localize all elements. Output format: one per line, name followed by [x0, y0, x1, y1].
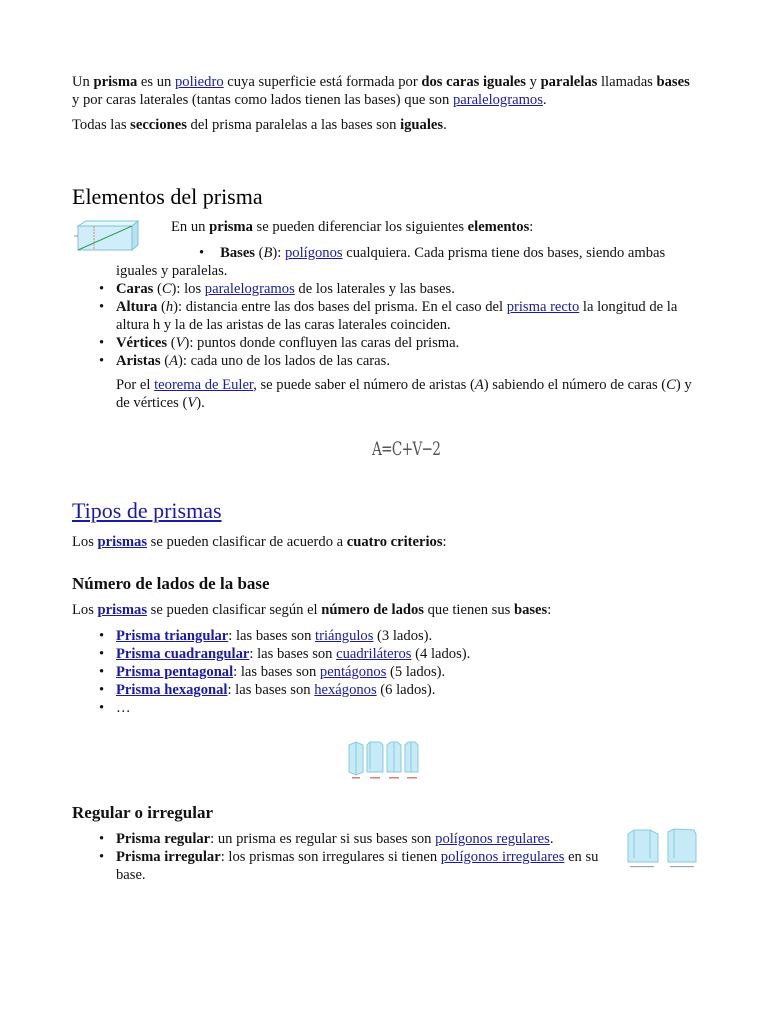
bold-term: Caras	[116, 281, 154, 297]
euler-paragraph	[116, 376, 700, 412]
text: ) y de vértices (	[116, 377, 692, 411]
text: se pueden diferenciar los siguientes	[252, 219, 468, 235]
elementos-list	[72, 280, 700, 370]
text: cuya superficie está formada por	[223, 74, 422, 90]
list-item-prisma-pentagonal	[72, 663, 700, 681]
bold-term: prisma	[209, 219, 253, 235]
numero-lados-list	[72, 627, 700, 717]
text: En un	[171, 219, 210, 235]
italic-symbol: B	[263, 245, 273, 261]
text: y por caras laterales (tantas como lados tienen las bases) que son	[72, 92, 453, 108]
text: se pueden clasificar según el	[147, 602, 322, 618]
bold-term: Prisma irregular	[116, 849, 221, 865]
link-cuadrilateros[interactable]: cuadriláteros	[336, 646, 412, 662]
text: .	[549, 831, 554, 847]
text: la longitud de la altura h y la de las aristas de las caras laterales coinciden.	[116, 299, 678, 333]
link-prisma-recto[interactable]: prisma recto	[506, 299, 580, 315]
text: (3 lados).	[373, 628, 433, 644]
text: ): cada uno de los lados de las caras.	[178, 353, 390, 369]
text: :	[442, 534, 447, 550]
italic-symbol: A	[169, 353, 179, 369]
text: que tienen sus	[423, 602, 514, 618]
bold-term: bases	[656, 74, 690, 90]
bold-term: prisma	[93, 74, 138, 90]
bold-term: bases	[513, 602, 548, 618]
heading-regular-irregular: Regular o irregular	[72, 803, 214, 822]
text: (5 lados).	[386, 664, 446, 680]
intro-section	[72, 73, 700, 134]
text: es un	[137, 74, 175, 90]
bold-term: número de lados	[321, 602, 424, 618]
text: :	[547, 602, 552, 618]
link-pentagonos[interactable]: pentágonos	[319, 664, 387, 680]
list-item-prisma-irregular	[72, 848, 607, 884]
link-prisma-triangular[interactable]: Prisma triangular	[116, 628, 229, 644]
list-item-prisma-hexagonal	[72, 681, 700, 699]
italic-symbol: V	[175, 335, 185, 351]
text: :	[529, 219, 534, 235]
text: : las bases son	[227, 682, 315, 698]
text: llamadas	[597, 74, 657, 90]
text: (	[167, 335, 176, 351]
text: Los	[72, 602, 98, 618]
bold-term: cuatro criterios	[346, 534, 443, 550]
text: ): los	[171, 281, 205, 297]
text: .	[443, 117, 447, 133]
list-item-aristas	[72, 352, 700, 370]
text: ): distancia entre las dos bases del prisma. En el caso del	[173, 299, 507, 315]
text: y	[525, 74, 541, 90]
text: Por el	[116, 377, 155, 393]
heading-elementos: Elementos del prisma	[72, 184, 263, 209]
bold-term: secciones	[130, 117, 187, 133]
italic-symbol: C	[161, 281, 172, 297]
text: : las bases son	[249, 646, 337, 662]
text: Un	[72, 74, 94, 90]
tipos-paragraph	[72, 533, 700, 551]
text: (6 lados).	[376, 682, 436, 698]
text: cualquiera. Cada prisma tiene dos bases, siendo ambas iguales y paralelas.	[116, 245, 666, 279]
bold-term: elementos	[467, 219, 530, 235]
list-item-ellipsis: • …	[72, 699, 700, 717]
link-poligonos-irregulares[interactable]: polígonos irregulares	[440, 849, 565, 865]
text: del prisma paralelas a las bases son	[186, 117, 401, 133]
text: (	[153, 281, 162, 297]
link-hexagonos[interactable]: hexágonos	[314, 682, 377, 698]
italic-symbol: C	[666, 377, 676, 393]
list-item-prisma-regular	[72, 830, 607, 848]
heading-numero-lados: Número de lados de la base	[72, 574, 270, 593]
text: (	[157, 299, 166, 315]
elementos-lead	[171, 218, 691, 236]
text: en su base.	[116, 849, 599, 883]
link-poligonos[interactable]: polígonos	[285, 245, 343, 261]
text: (4 lados).	[411, 646, 471, 662]
text: Los	[72, 534, 98, 550]
intro-paragraph-1	[72, 73, 700, 109]
text: ).	[196, 395, 205, 411]
intro-paragraph-2	[72, 116, 700, 134]
text: : un prisma es regular si sus bases son	[210, 831, 436, 847]
text: ) sabiendo el número de caras (	[483, 377, 667, 393]
bold-term: iguales	[400, 117, 444, 133]
euler-formula: A=C+V−2	[372, 438, 441, 460]
bold-term: Bases	[220, 245, 255, 261]
text: (	[254, 245, 264, 261]
italic-symbol: V	[187, 395, 197, 411]
bold-term: Vértices	[116, 335, 168, 351]
text: : las bases son	[233, 664, 320, 680]
regular-irregular-prism-image	[624, 828, 700, 870]
bold-term: Aristas	[116, 353, 161, 369]
text: Todas las	[72, 117, 131, 133]
link-prisma-hexagonal[interactable]: Prisma hexagonal	[116, 682, 228, 698]
link-prismas[interactable]: prismas	[97, 534, 148, 550]
text: (	[160, 353, 170, 369]
link-prisma-pentagonal[interactable]: Prisma pentagonal	[116, 664, 234, 680]
bold-term: Altura	[116, 299, 158, 315]
text: : los prismas son irregulares si tienen	[220, 849, 441, 865]
list-item-prisma-triangular	[72, 627, 700, 645]
regular-irregular-list	[72, 830, 607, 884]
text: : las bases son	[228, 628, 316, 644]
link-poliedro[interactable]: poliedro	[174, 74, 224, 90]
text: de los laterales y las bases.	[294, 281, 455, 297]
text: , se puede saber el número de aristas (	[253, 377, 475, 393]
link-teorema-euler[interactable]: teorema de Euler	[154, 377, 254, 393]
list-item-vertices	[72, 334, 700, 352]
text: .	[542, 92, 547, 108]
list-item-altura	[72, 298, 700, 334]
link-triangulos[interactable]: triángulos	[315, 628, 374, 644]
bullet: •	[199, 245, 205, 261]
link-tipos-de-prismas[interactable]: Tipos de prismas	[72, 498, 222, 523]
link-prismas[interactable]: prismas	[97, 602, 148, 618]
italic-symbol: A	[474, 377, 484, 393]
list-item-caras	[72, 280, 700, 298]
list-item-prisma-cuadrangular	[72, 645, 700, 663]
link-prisma-cuadrangular[interactable]: Prisma cuadrangular	[116, 646, 250, 662]
text: ):	[272, 245, 285, 261]
list-item-bases	[116, 244, 700, 280]
bold-term: paralelas	[540, 74, 598, 90]
link-paralelogramos[interactable]: paralelogramos	[204, 281, 295, 297]
text: se pueden clasificar de acuerdo a	[147, 534, 347, 550]
link-poligonos-regulares[interactable]: polígonos regulares	[435, 831, 550, 847]
text: ): puntos donde confluyen las caras del prisma.	[184, 335, 460, 351]
prism-types-image	[346, 740, 422, 782]
bold-term: Prisma regular	[116, 831, 211, 847]
link-paralelogramos[interactable]: paralelogramos	[452, 92, 543, 108]
bold-term: dos caras iguales	[421, 74, 526, 90]
heading-tipos	[72, 498, 700, 524]
italic-symbol: h	[165, 299, 174, 315]
numero-paragraph	[72, 601, 700, 619]
